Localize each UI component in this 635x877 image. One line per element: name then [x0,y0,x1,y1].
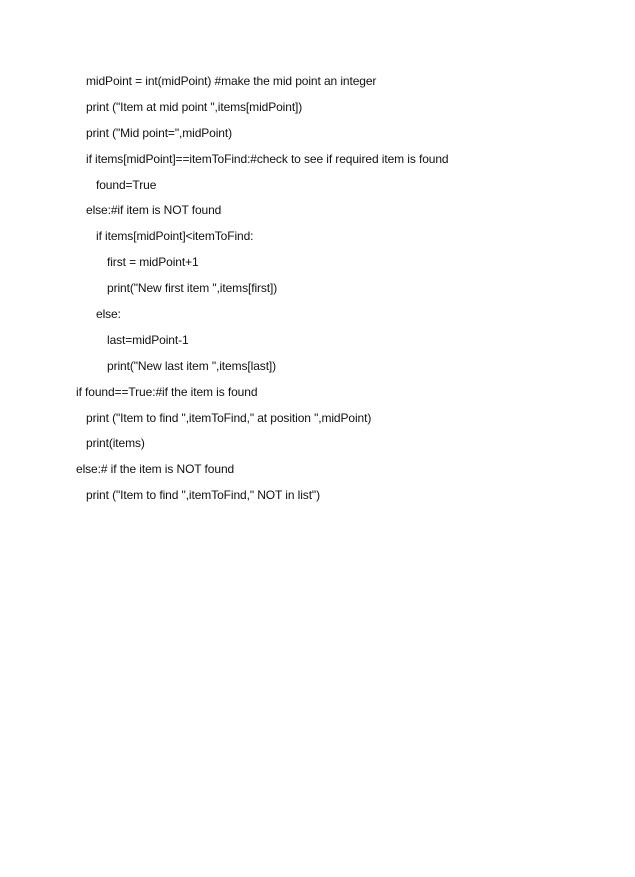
code-line: print ("Item to find ",itemToFind," NOT in list") [86,488,320,503]
code-line: else:# if the item is NOT found [76,462,235,477]
code-listing [76,72,616,512]
code-line: last=midPoint-1 [107,332,189,347]
code-line: else:#if item is NOT found [86,203,222,218]
code-line: print(items) [86,436,145,451]
code-line: print ("Item to find ",itemToFind," at position ",midPoint) [86,410,372,425]
code-line: print("New last item ",items[last]) [107,358,277,373]
code-line: midPoint = int(midPoint) #make the mid point an integer [86,74,377,88]
code-line: print ("Mid point=",midPoint) [86,125,233,140]
code-line: if found==True:#if the item is found [76,384,258,399]
code-line: if items[midPoint]<itemToFind: [96,229,254,244]
code-line: found=True [96,177,157,192]
code-line: else: [96,307,121,322]
code-line: if items[midPoint]==itemToFind:#check to see if required item is found [86,151,449,166]
code-line: print("New first item ",items[first]) [107,281,278,296]
code-line: print ("Item at mid point ",items[midPoint]) [86,99,303,114]
code-line: first = midPoint+1 [107,255,199,270]
